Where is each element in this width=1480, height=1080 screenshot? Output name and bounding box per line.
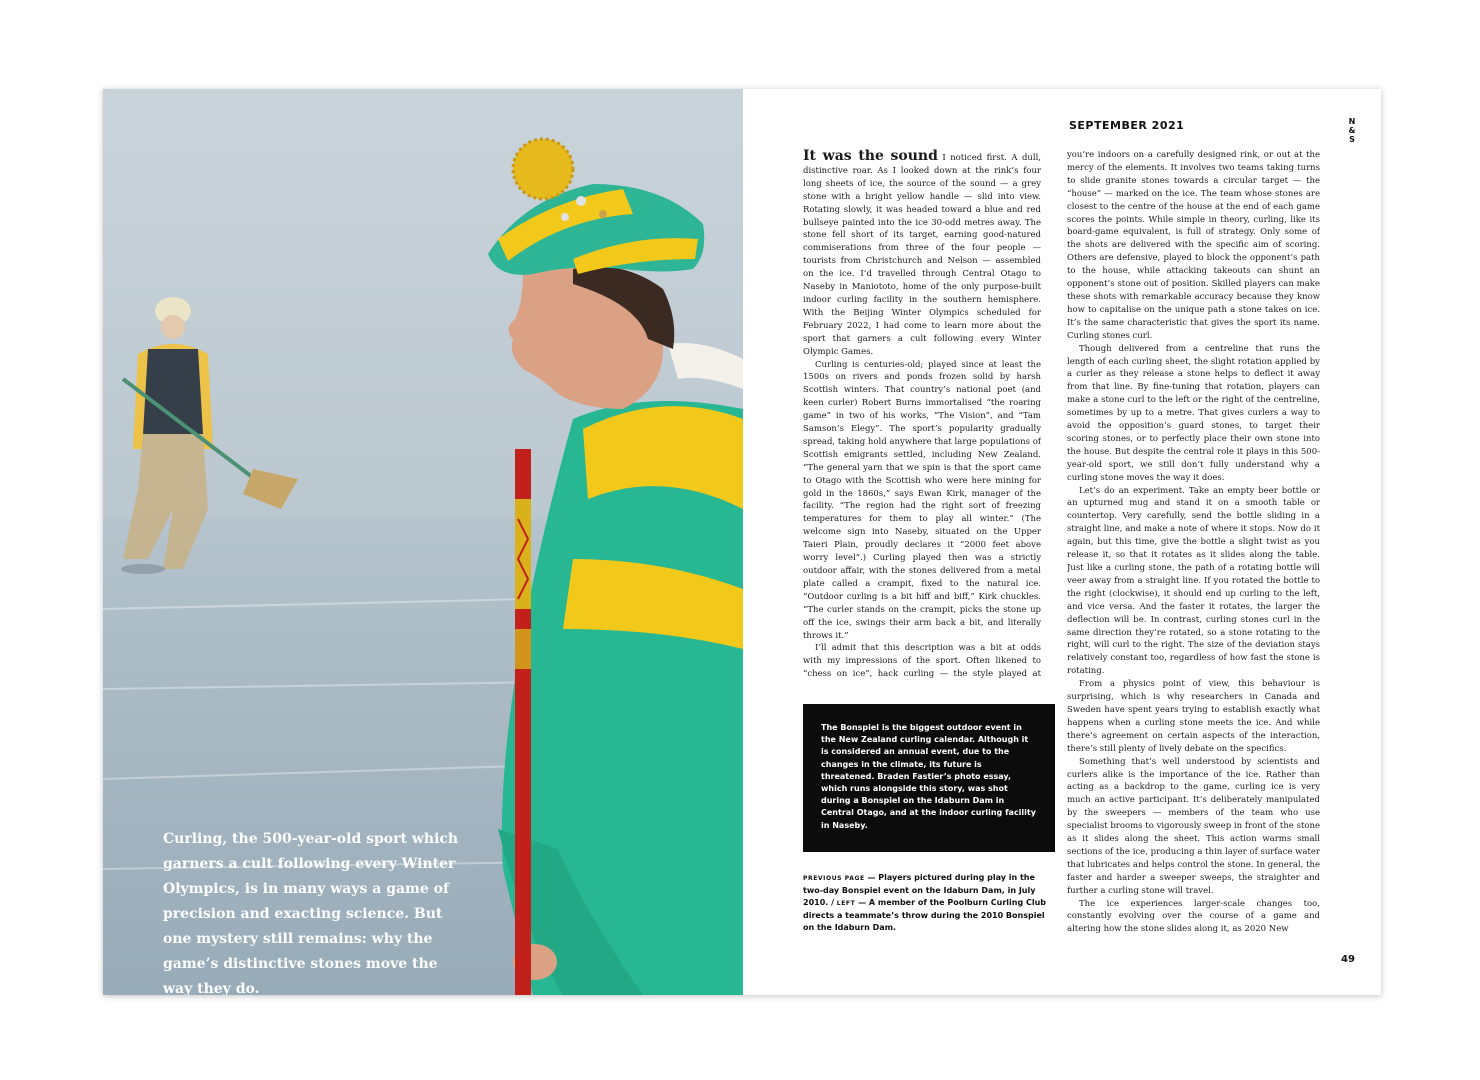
logo-letter: N (1348, 117, 1356, 126)
article-lead: It was the sound (803, 149, 938, 164)
issue-date: SEPTEMBER 2021 (1069, 119, 1185, 132)
caption-text: — A member of the Poolburn Curling Club directs a teammate’s throw during the 2010 Bonspiel on the Idaburn Dam. (803, 898, 1047, 932)
article-column-1 (803, 149, 1041, 679)
publication-logo (1346, 117, 1358, 144)
article-paragraph: From a physics point of view, this behaviour is surprising, which is why researchers in Canada and Sweden have spent years trying to establish exactly what happens when a curling stone meets the ice. And while there’s agreement on certain aspects of the interaction, there’s still plenty of lively debate on the specifics. (1067, 679, 1320, 754)
article-paragraph: Something that’s well understood by scientists and curlers alike is the importance of the ice. Rather than acting as a backdrop to the game, curling ice is very much an active participant. It’s deliberately manipulated by the sweepers — members of the team who use specialist brooms to vigorously sweep in front of the stone as it slides along the sheet. This action warms small sections of the ice, producing a thin layer of surface water that lubricates and helps control the stone. In general, the faster and harder a sweeper sweeps, the straighter and further a curling stone will travel. (1067, 756, 1320, 896)
pull-quote: Curling, the 500-year-old sport which garners a cult following every Winter Olympics, is in many ways a game of precision and exacting science. But one mystery still remains: why the game’s distinctive stones move the way they do. (163, 831, 459, 995)
sidebar-box: The Bonspiel is the biggest outdoor event in the New Zealand curling calendar. Although it is considered an annual event, due to the changes in the climate, its future is threatened. Braden Fastier’s photo essay, which runs alongside this story, was shot during a Bonspiel on the Idaburn Dam in Central Otago, and at the indoor curling facility in Naseby. (803, 704, 1055, 852)
page-number: 49 (1341, 954, 1355, 965)
photo-caption (803, 872, 1055, 934)
article-paragraph: Though delivered from a centreline that runs the length of each curling sheet, the slight rotation applied by a curler as they release a stone helps to deflect it away from that line. By fine-tuning that rotation, players can make a stone curl to the left or the right of the centreline, sometimes by up to a metre. That gives curlers a way to avoid the opposition’s guard stones, to target their scoring stones, or to perfectly place their own stone into the house. But despite the central role it plays in this 500-year-old sport, we still don’t fully understand why a curling stone moves the way it does. (1067, 343, 1320, 483)
caption-text: — Players pictured during play in the two-day Bonspiel event on the Idaburn Dam, in July 2010. / (803, 873, 1036, 907)
article-paragraph: Curling is centuries-old; played since at least the 1500s on rivers and ponds frozen solid by harsh Scottish winters. That country’s national poet (and keen curler) Robert Burns immortalised “the roaring game” in two of his works, “The Vision”, and “Tam Samson’s Elegy”. The sport’s popularity gradually spread, taking hold anywhere that large populations of Scottish emigrants settled, including New Zealand. “The general yarn that we spin is that the sport came to Otago with the Scottish who were here mining for gold in the 1860s,” says Ewan Kirk, manager of the facility. “The region had the right sort of freezing temperatures for them to play all winter.” (The welcome sign into Naseby, situated on the Upper Taieri Plain, proudly declares it “2000 feet above worry level”.) Curling played then was a strictly outdoor affair, with the stones delivered from a metal plate called a crampit, fixed to the natural ice. “Outdoor curling is a bit hiff and biff,” Kirk chuckles. “The curler stands on the crampit, picks the stone up off the ice, swings their arm back a bit, and literally throws it.” (803, 359, 1041, 641)
logo-letter: & (1348, 126, 1356, 135)
magazine-spread (103, 89, 1381, 995)
article-text: I noticed first. A dull, distinctive roar. As I looked down at the rink’s four long sheets of ice, the source of the sound — a grey stone with a bright yellow handle — slid into view. Rotating slowly, it was headed toward a blue and red bullseye painted into the ice 30-odd metres away. The stone fell short of its target, earning good-natured commiserations from three of the four people — tourists from Christchurch and Nelson — assembled on the ice. I’d travelled through Central Otago to Naseby in Maniototo, home of the only purpose-built indoor curling facility in the southern hemisphere. With the Beijing Winter Olympics scheduled for February 2022, I had come to learn more about the sport that garners a cult following every Winter Olympic Games. (803, 153, 1041, 357)
article-paragraph: The ice experiences larger-scale changes too, constantly evolving over the course of a game and altering how the stone slides along it, as 2020 New (1067, 898, 1320, 935)
article-paragraph: I’ll admit that this description was a bit at odds with my impressions of the sport. Often likened to “chess on ice”, hack curling — the style played at (803, 643, 1041, 679)
article-paragraph: you’re indoors on a carefully designed rink, or out at the mercy of the elements. It involves two teams taking turns to slide granite stones towards a circular target — the “house” — marked on the ice. The team whose stones are closest to the centre of the house at the end of each game scores the points. While simple in theory, curling, like its board-game equivalent, is full of strategy. Only some of the shots are delivered with the specific aim of scoring. Others are defensive, played to block the opponent’s path to the house, while attacking takeouts can shunt an opponent’s stone out of position. Skilled players can make these shots with remarkable accuracy because they know how to capitalise on the unique path a stone takes on ice. It’s the same characteristic that gives the sport its name. Curling stones curl. (1067, 150, 1320, 341)
article-page (743, 89, 1381, 995)
curling-photo (103, 89, 743, 995)
article-paragraph (803, 149, 1041, 359)
caption-label: PREVIOUS PAGE (803, 875, 865, 882)
article-paragraph: Let’s do an experiment. Take an empty beer bottle or an upturned mug and stand it on a smooth table or countertop. Very carefully, send the bottle sliding in a straight line, and make a note of where it stops. Now do it again, but this time, give the bottle a slight twist as you release it, so that it rotates as it slides along the table. Just like a curling stone, the path of a rotating bottle will veer away from a straight line. If you rotated the bottle to the right (clockwise), it should end up curling to the left, and vice versa. And the faster it rotates, the larger the deflection will be. In contrast, curling stones curl in the same direction they’re rotated, so a stone rotating to the right, will curl to the right. The size of the deviation stays relatively constant too, regardless of how fast the stone is rotating. (1067, 485, 1320, 677)
logo-letter: S (1349, 135, 1355, 144)
caption-label: LEFT (836, 900, 856, 907)
article-column-2 (1067, 149, 1320, 939)
